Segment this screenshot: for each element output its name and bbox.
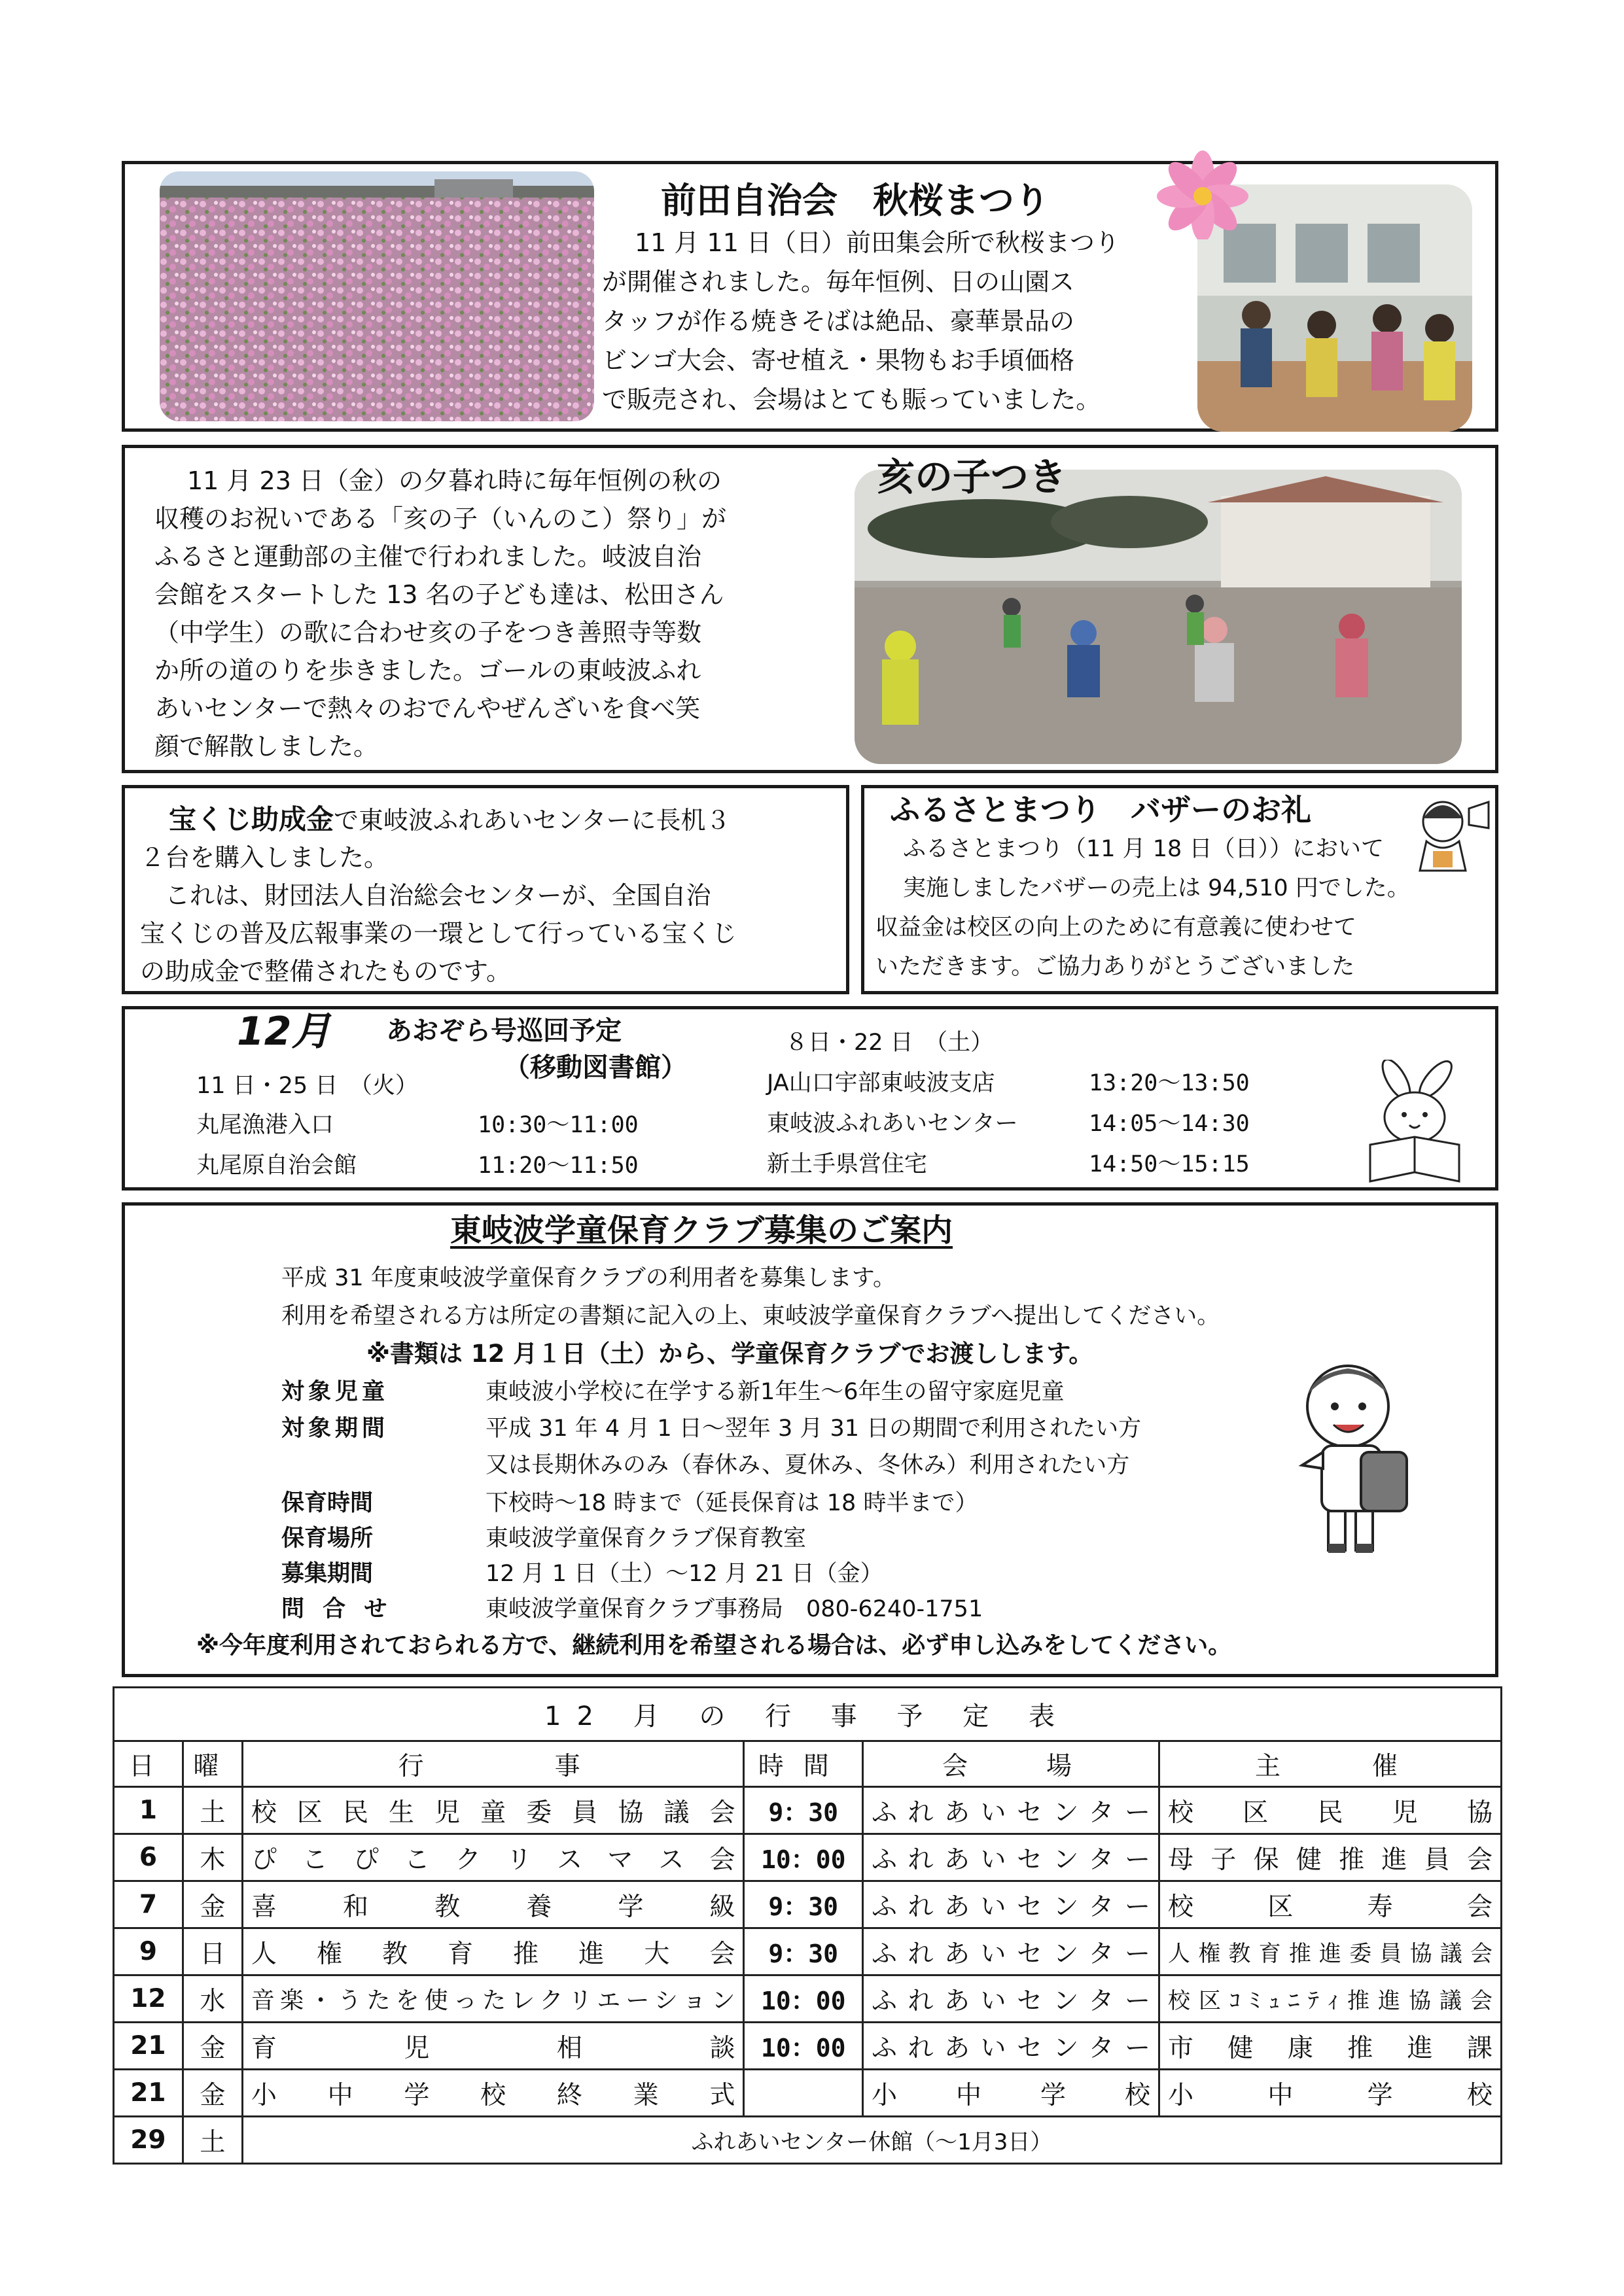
- bookmobile-stop-place: 東岐波ふれあいセンター: [767, 1111, 1018, 1137]
- row-venue: ふれあいセンター: [863, 2023, 1159, 2070]
- table-row: [114, 1928, 1502, 1975]
- lottery-line: ２台を購入しました。: [140, 843, 389, 872]
- rabbit-reading-icon: [1357, 1060, 1468, 1184]
- bookmobile-right-dates: ８日・22 日 （土）: [785, 1030, 994, 1056]
- row-host: 市健康推進課: [1159, 2023, 1502, 2070]
- row-venue: ふれあいセンター: [863, 1834, 1159, 1881]
- row-event: 音楽・うたを使ったレクリエーション: [242, 1975, 744, 2023]
- club-row-value: 平成 31 年 4 月 1 日～翌年 3 月 31 日の期間で利用されたい方: [485, 1416, 1142, 1442]
- club-row-label: 対象児童: [281, 1379, 389, 1405]
- header-venue: 会場: [863, 1741, 1159, 1787]
- row-event: 校区民生児童委員協議会: [242, 1787, 744, 1834]
- row-day: 9: [114, 1928, 183, 1975]
- inoko-line: 11 月 23 日（金）の夕暮れ時に毎年恒例の秋の: [187, 466, 722, 495]
- row-day: 7: [114, 1881, 183, 1928]
- row-host: 校区ｺﾐｭﾆﾃｨ推進協議会: [1159, 1975, 1502, 2023]
- row-venue: ふれあいセンター: [863, 1928, 1159, 1975]
- autumn-line: 11 月 11 日（日）前田集会所で秋桜まつり: [635, 228, 1120, 257]
- club-title: 東岐波学童保育クラブ募集のご案内: [450, 1212, 953, 1249]
- header-weekday: 曜: [183, 1741, 242, 1787]
- club-row-label: 対象期間: [281, 1416, 389, 1442]
- bookmobile-title: あおぞら号巡回予定: [386, 1016, 622, 1046]
- row-time: [744, 2070, 863, 2117]
- row-weekday: 金: [183, 2070, 242, 2117]
- bookmobile-stop-time: 10:30～11:00: [478, 1112, 639, 1138]
- club-row-label: 保育時間: [281, 1490, 374, 1516]
- autumn-line: が開催されました。毎年恒例、日の山園ス: [602, 268, 1075, 296]
- row-weekday: 金: [183, 1881, 242, 1928]
- header-day: 日: [114, 1741, 183, 1787]
- row-weekday: 日: [183, 1928, 242, 1975]
- row-time: 10：00: [744, 2023, 863, 2070]
- header-event: 行事: [242, 1741, 744, 1787]
- autumn-line: ビンゴ大会、寄せ植え・果物もお手頃価格: [602, 346, 1075, 375]
- row-venue: ふれあいセンター: [863, 1787, 1159, 1834]
- header-host: 主催: [1159, 1741, 1502, 1787]
- club-row-value: 又は長期休みのみ（春休み、夏休み、冬休み）利用されたい方: [485, 1452, 1130, 1478]
- lottery-line-1: [169, 801, 731, 839]
- inoko-line: （中学生）の歌に合わせ亥の子をつき善照寺等数: [154, 618, 702, 647]
- table-row: [114, 1881, 1502, 1928]
- row-time: 10：00: [744, 1834, 863, 1881]
- table-row: [114, 1834, 1502, 1881]
- lottery-heading: 宝くじ助成金: [169, 803, 334, 835]
- bookmobile-month: 12月: [237, 1009, 331, 1054]
- row-weekday: 木: [183, 1834, 242, 1881]
- row-weekday: 水: [183, 1975, 242, 2023]
- row-time: 9：30: [744, 1881, 863, 1928]
- schedule-header-row: [114, 1741, 1502, 1787]
- row-event: 育児相談: [242, 2023, 744, 2070]
- club-intro-1: 平成 31 年度東岐波学童保育クラブの利用者を募集します。: [281, 1265, 896, 1291]
- bazaar-line: 収益金は校区の向上のために有意義に使わせて: [875, 914, 1357, 941]
- row-host: 校区寿会: [1159, 1881, 1502, 1928]
- row-time: 9：30: [744, 1928, 863, 1975]
- row-day: 12: [114, 1975, 183, 2023]
- row-day: 6: [114, 1834, 183, 1881]
- row-weekday: 金: [183, 2023, 242, 2070]
- inoko-title: 亥の子つき: [877, 455, 1067, 499]
- autumn-line: で販売され、会場はとても賑っていました。: [602, 385, 1101, 414]
- closure-note: ふれあいセンター休館（～1月3日）: [242, 2117, 1501, 2164]
- club-row-label: 保育場所: [281, 1525, 374, 1552]
- lottery-line: の助成金で整備されたものです。: [140, 957, 511, 986]
- row-day: 21: [114, 2070, 183, 2117]
- row-venue: 小中学校: [863, 2070, 1159, 2117]
- bazaar-line: ふるさとまつり（11 月 18 日（日））において: [903, 836, 1384, 862]
- club-row-value: 12 月 1 日（土）～12 月 21 日（金）: [485, 1561, 883, 1587]
- december-schedule-table: [113, 1686, 1502, 2165]
- boy-backpack-icon: [1282, 1354, 1420, 1570]
- inoko-line: 収穫のお祝いである「亥の子（いんのこ）祭り」が: [154, 504, 727, 533]
- bookmobile-stop-time: 14:05～14:30: [1089, 1111, 1250, 1137]
- lottery-line: 宝くじの普及広報事業の一環として行っている宝くじ: [140, 919, 737, 948]
- row-event: 小中学校終業式: [242, 2070, 744, 2117]
- woman-thanks-icon: [1407, 789, 1492, 874]
- club-row-label: 問 合 せ: [281, 1596, 393, 1622]
- lottery-line: これは、財団法人自治総会センターが、全国自治: [140, 881, 711, 910]
- bazaar-line: いただきます。ご協力ありがとうございました: [875, 954, 1355, 980]
- club-row-label: 募集期間: [281, 1561, 374, 1587]
- row-venue: ふれあいセンター: [863, 1881, 1159, 1928]
- autumn-line: タッフが作る焼きそばは絶品、豪華景品の: [602, 307, 1075, 336]
- bookmobile-stop-place: 丸尾漁港入口: [196, 1112, 334, 1138]
- inoko-line: 会館をスタートした 13 名の子ども達は、松田さん: [154, 580, 724, 609]
- row-host: 母子保健推進員会: [1159, 1834, 1502, 1881]
- club-footer: ※今年度利用されておられる方で、継続利用を希望される場合は、必ず申し込みをしてください。: [196, 1632, 1232, 1659]
- autumn-festival-title: 前田自治会 秋桜まつり: [661, 180, 1050, 221]
- row-day: 21: [114, 2023, 183, 2070]
- cosmos-field-photo: [160, 171, 594, 421]
- row-event: ぴこぴこクリスマス会: [242, 1834, 744, 1881]
- table-row-closure: [114, 2117, 1502, 2164]
- row-host: 校区民児協: [1159, 1787, 1502, 1834]
- row-time: 10：00: [744, 1975, 863, 2023]
- row-event: 喜和教養学級: [242, 1881, 744, 1928]
- lottery-line1-rest: で東岐波ふれあいセンターに長机３: [334, 806, 731, 835]
- bookmobile-stop-place: JA山口宇部東岐波支店: [767, 1070, 995, 1096]
- club-notice: ※書類は 12 月１日（土）から、学童保育クラブでお渡しします。: [366, 1340, 1093, 1368]
- bookmobile-stop-time: 13:20～13:50: [1089, 1070, 1250, 1096]
- club-row-value: 下校時～18 時まで（延長保育は 18 時半まで）: [485, 1490, 978, 1516]
- inoko-line: あいセンターで熱々のおでんやぜんざいを食べ笑: [154, 694, 701, 723]
- bookmobile-left-dates: 11 日・25 日 （火）: [196, 1073, 418, 1099]
- schedule-title-row: [114, 1688, 1502, 1741]
- table-row: [114, 1975, 1502, 2023]
- row-host: 小中学校: [1159, 2070, 1502, 2117]
- row-weekday: 土: [183, 1787, 242, 1834]
- cosmos-flower-icon: [1157, 148, 1248, 239]
- table-row: [114, 2070, 1502, 2117]
- inoko-festival-photo: [855, 470, 1462, 764]
- row-host: 人権教育推進委員協議会: [1159, 1928, 1502, 1975]
- inoko-line: ふるさと運動部の主催で行われました。岐波自治: [154, 542, 702, 571]
- club-intro-2: 利用を希望される方は所定の書類に記入の上、東岐波学童保育クラブへ提出してください。: [281, 1303, 1220, 1329]
- inoko-line: 顔で解散しました。: [154, 732, 379, 761]
- row-day: 1: [114, 1787, 183, 1834]
- club-row-value: 東岐波学童保育クラブ事務局 080-6240-1751: [485, 1596, 983, 1622]
- bazaar-line: 実施しましたバザーの売上は 94,510 円でした。: [903, 875, 1410, 901]
- row-venue: ふれあいセンター: [863, 1975, 1159, 2023]
- bookmobile-subtitle: （移動図書館）: [504, 1052, 687, 1083]
- club-row-value: 東岐波小学校に在学する新1年生～6年生の留守家庭児童: [485, 1379, 1065, 1405]
- bazaar-title: ふるさとまつり バザーのお礼: [890, 792, 1311, 827]
- schedule-title: 12 月 の 行 事 予 定 表: [114, 1688, 1502, 1741]
- club-row-value: 東岐波学童保育クラブ保育教室: [485, 1525, 807, 1552]
- inoko-line: か所の道のりを歩きました。ゴールの東岐波ふれ: [154, 656, 701, 685]
- row-event: 人権教育推進大会: [242, 1928, 744, 1975]
- bookmobile-stop-place: 新土手県営住宅: [767, 1151, 928, 1177]
- header-time: 時間: [744, 1741, 863, 1787]
- table-row: [114, 1787, 1502, 1834]
- bookmobile-stop-time: 11:20～11:50: [478, 1153, 639, 1179]
- row-day: 29: [114, 2117, 183, 2164]
- row-weekday: 土: [183, 2117, 242, 2164]
- bookmobile-stop-time: 14:50～15:15: [1089, 1151, 1250, 1177]
- table-row: [114, 2023, 1502, 2070]
- row-time: 9：30: [744, 1787, 863, 1834]
- bookmobile-stop-place: 丸尾原自治会館: [196, 1153, 357, 1179]
